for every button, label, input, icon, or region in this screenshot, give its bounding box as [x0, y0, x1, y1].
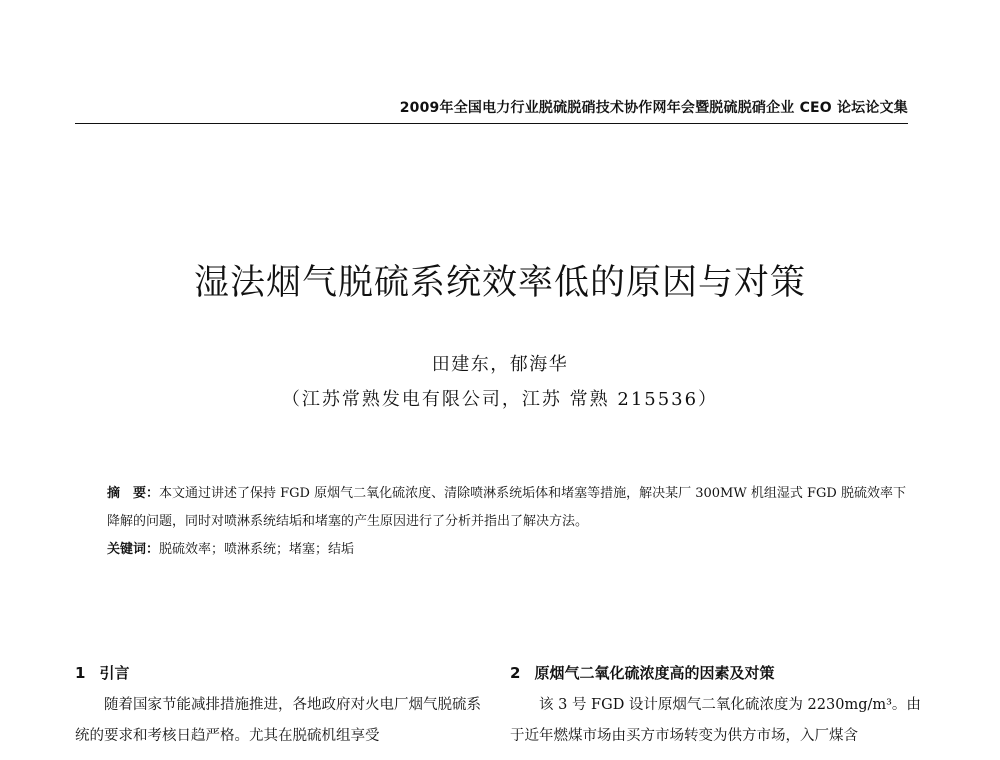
- abstract: [107, 480, 907, 536]
- keywords: [107, 536, 907, 564]
- abstract-text: 本文通过讲述了保持 FGD 原烟气二氧化硫浓度、清除喷淋系统垢体和堵塞等措施，解决某厂 300MW 机组湿式 FGD 脱硫效率下降解的问题，同时对喷淋系统结垢和堵塞的产生原因进行了分析并指出了解决方法。: [107, 486, 906, 529]
- section-introduction: [75, 660, 485, 752]
- section-causes: [510, 660, 930, 752]
- keywords-text: 脱硫效率；喷淋系统；堵塞；结垢: [159, 542, 355, 557]
- header-rule: [75, 123, 908, 124]
- section-title: 引言: [99, 664, 130, 682]
- section-title: 原烟气二氧化硫浓度高的因素及对策: [534, 664, 775, 682]
- keywords-label: 关键词：: [107, 542, 160, 557]
- section-heading: [510, 660, 930, 686]
- abstract-label: 摘 要：: [107, 486, 160, 501]
- section-paragraph: 随着国家节能减排措施推进，各地政府对火电厂烟气脱硫系统的要求和考核日趋严格。尤其在脱硫机组享受: [75, 697, 481, 744]
- section-number: 1: [75, 664, 86, 682]
- paper-title: 湿法烟气脱硫系统效率低的原因与对策: [193, 263, 806, 303]
- author-list: 田建东，郁海华: [431, 354, 569, 375]
- affiliation: （江苏常熟发电有限公司，江苏 常熟 215536）: [281, 389, 719, 410]
- section-paragraph: 该 3 号 FGD 设计原烟气二氧化硫浓度为 2230mg/m³。由于近年燃煤市场由买方市场转变为供方市场，入厂煤含: [510, 697, 921, 744]
- running-header: 2009年全国电力行业脱硫脱硝技术协作网年会暨脱硫脱硝企业 CEO 论坛论文集: [399, 100, 908, 116]
- section-number: 2: [510, 664, 521, 682]
- section-heading: [75, 660, 485, 686]
